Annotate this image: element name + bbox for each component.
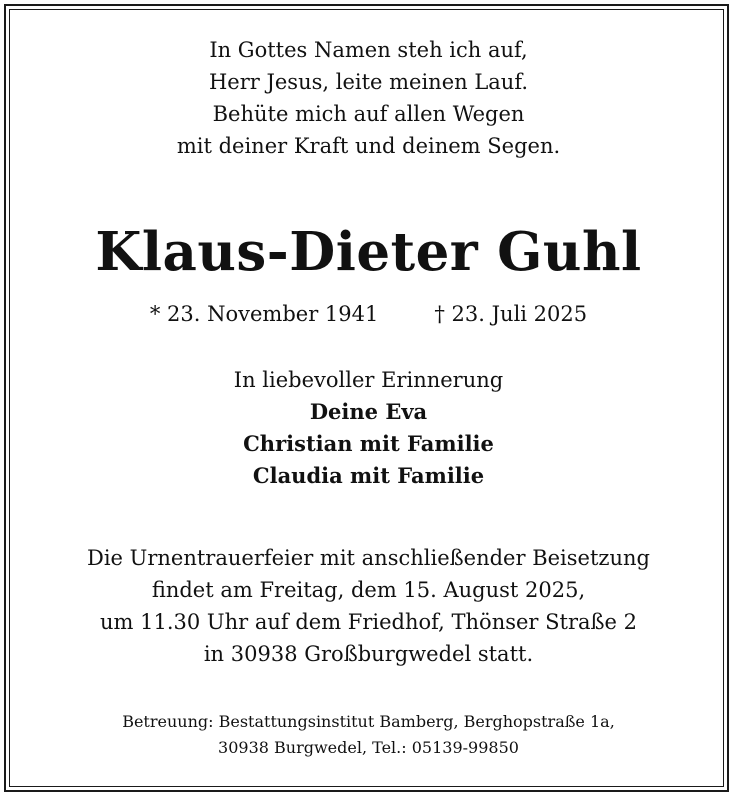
- poem-line: Herr Jesus, leite meinen Lauf.: [208, 70, 529, 94]
- poem-verse: [12, 34, 725, 162]
- ceremony-line: um 11.30 Uhr auf dem Friedhof, Thönser Straße 2: [99, 610, 638, 634]
- ceremony-line: in 30938 Großburgwedel statt.: [203, 642, 534, 666]
- ceremony-details: [12, 542, 725, 670]
- mourners-block: [12, 364, 725, 492]
- poem-line: mit deiner Kraft und deinem Segen.: [176, 134, 561, 158]
- mourner-name: Christian mit Familie: [243, 431, 494, 456]
- mourner-name: Deine Eva: [309, 399, 428, 424]
- funeral-home-info: [12, 709, 725, 761]
- care-line: 30938 Burgwedel, Tel.: 05139-99850: [218, 738, 519, 757]
- care-line: Betreuung: Bestattungsinstitut Bamberg, Berghopstraße 1a,: [122, 712, 615, 731]
- obituary-notice: [12, 12, 725, 788]
- life-dates: [12, 300, 725, 328]
- birth-date: * 23. November 1941: [149, 302, 379, 326]
- death-date: † 23. Juli 2025: [434, 302, 588, 326]
- ceremony-line: Die Urnentrauerfeier mit anschließender Beisetzung: [87, 546, 650, 570]
- deceased-name: Klaus-Dieter Guhl: [95, 221, 642, 283]
- poem-line: Behüte mich auf allen Wegen: [212, 102, 525, 126]
- poem-line: In Gottes Namen steh ich auf,: [209, 38, 528, 62]
- memory-intro: In liebevoller Erinnerung: [233, 368, 504, 392]
- mourner-name: Claudia mit Familie: [252, 463, 485, 488]
- ceremony-line: findet am Freitag, dem 15. August 2025,: [151, 578, 586, 602]
